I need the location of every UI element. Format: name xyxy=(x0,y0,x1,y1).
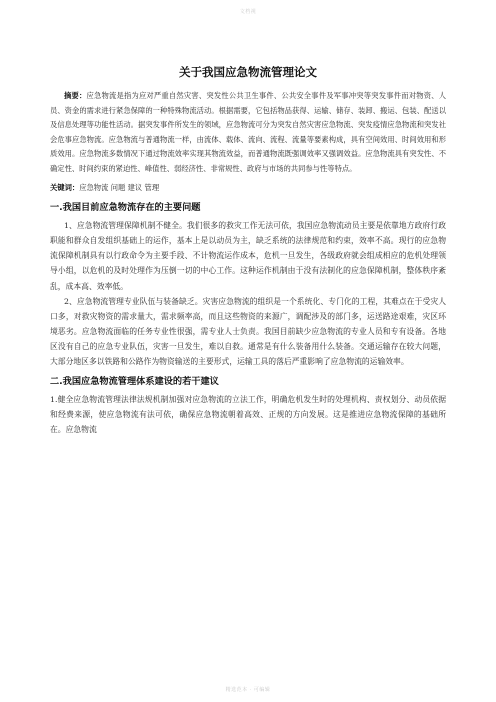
section-2-paragraph-1: 1.健全应急物流管理法律法规机制加强对应急物流的立法工作，明确危机发生时的处理机构、责权划分、动员依据和经费来源，使应急物流有法可依，确保应急物流朝着高效、正规的方向发展。这是推进应急物流保障的基础所在。应急物流 xyxy=(50,395,446,435)
abstract-paragraph xyxy=(50,89,446,177)
keywords-text: 应急物流 问题 建议 管理 xyxy=(79,182,160,192)
abstract-text: 应急物流是指为应对严重自然灾害、突发性公共卫生事件、公共安全事件及军事冲突等突发事件而对物资、人员、资金的需求进行紧急保障的一种特殊物流活动。根据需要，它包括物品获得、运输、储存、装卸、搬运、包装、配送以及信息处理等功能性活动。据突发事件所发生的领域，应急物流可分为突发自然灾害应急物流、突发疫情应急物流和突发社会危事应急物流。应急物流与普通物流一样，由流体、载体、流向、流程、流量等要素构成，具有空间效用、时间效用和形质效用。应急物流多数情况下通过物流效率实现其物流效益，而普通物流既强调效率又强调效益。应急物流具有突发性、不确定性、时间约束的紧迫性、峰值性、弱经济性、非常规性、政府与市场的共同参与性等特点。 xyxy=(50,91,446,173)
document-content xyxy=(50,64,446,437)
footer-watermark: 精选范本 · 可编辑 xyxy=(225,687,271,693)
keywords-line xyxy=(50,181,446,196)
abstract-label: 摘要： xyxy=(64,91,87,100)
document-title: 关于我国应急物流管理论文 xyxy=(179,65,317,79)
header-watermark: 文档视 xyxy=(239,9,257,15)
section-1-paragraph-1: 1、应急物流管理保障机制不健全。我们很多的救灾工作无法可依，我国应急物流动员主要是依靠地方政府行政职能和群众自发组织基础上的运作，基本上是以动员为主，缺乏系统的法律规范和约束，效率不高。现行的应急物流保障机制具有以行政命令为主要手段、不计物流运作成本，危机一旦发生，各级政府就会组成相应的危机处理领导小组，以危机的及时处理作为压倒一切的中心工作。这种运作机制由于没有法制化的应急保障机制，整体秩序紊乱，成本高、效率低。 xyxy=(50,221,446,291)
section-2-heading: 二.我国应急物流管理体系建设的若干建议 xyxy=(50,376,219,388)
section-1-paragraph-2: 2、应急物流管理专业队伍与装备缺乏。灾害应急物流的组织是一个系统化、专门化的工程，其难点在于受灾人口多，对救灾物资的需求量大，需求频率高，而且这些物资的来源广，调配涉及的部门多，运送路途艰难，灾区环境恶劣。应急物流面临的任务专业性很强，需专业人士负责。我国目前缺少应急物流的专业人员和专有设备。各地区没有自己的应急专业队伍，灾害一旦发生，难以自救。通常是有什么装备用什么装备。交通运输存在较大问题，大部分地区多以铁路和公路作为物资输送的主要形式，运输工具的落后严重影响了应急物流的运输效率。 xyxy=(50,296,446,366)
section-1-heading: 一.我国目前应急物流存在的主要问题 xyxy=(50,202,201,214)
keywords-label: 关键词： xyxy=(50,182,80,192)
